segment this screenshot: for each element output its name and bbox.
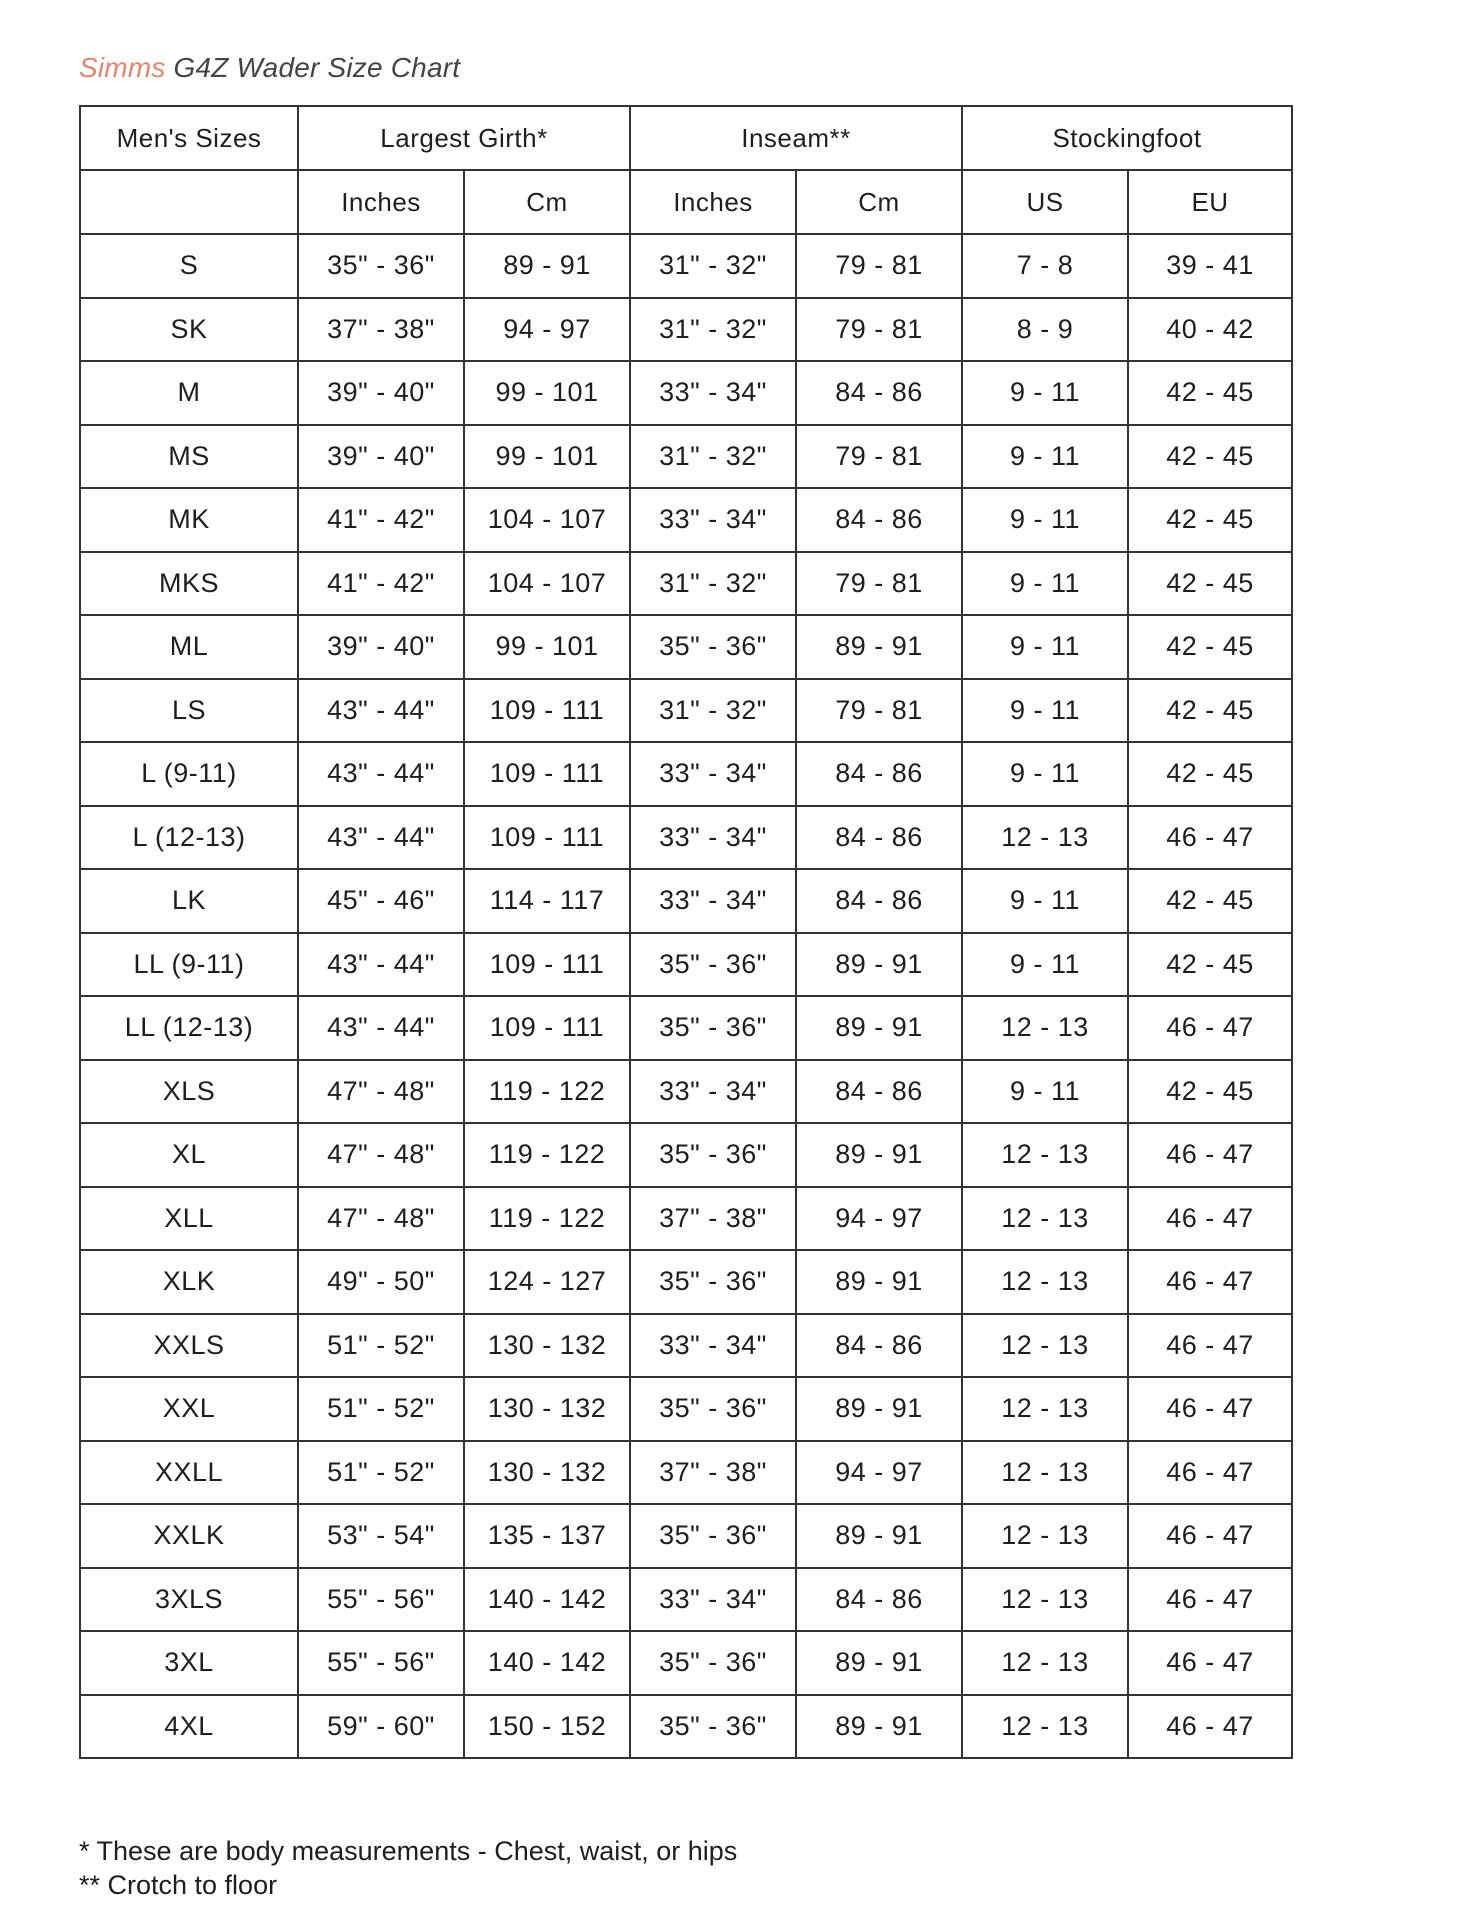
table-row (80, 1250, 1292, 1314)
cell-girth-inches: 37" - 38" (298, 298, 464, 362)
cell-inseam-cm: 89 - 91 (796, 1250, 962, 1314)
page-title (79, 52, 460, 84)
cell-girth-cm: 140 - 142 (464, 1631, 630, 1695)
table-row (80, 1123, 1292, 1187)
cell-stockingfoot-eu: 42 - 45 (1128, 869, 1292, 933)
cell-inseam-inches: 37" - 38" (630, 1187, 796, 1251)
cell-inseam-cm: 79 - 81 (796, 425, 962, 489)
cell-size: SK (80, 298, 298, 362)
cell-stockingfoot-us: 9 - 11 (962, 1060, 1128, 1124)
cell-stockingfoot-us: 12 - 13 (962, 1695, 1128, 1759)
cell-girth-cm: 119 - 122 (464, 1187, 630, 1251)
header-inseam: Inseam** (630, 106, 962, 170)
cell-inseam-inches: 33" - 34" (630, 806, 796, 870)
table-row (80, 1568, 1292, 1632)
cell-stockingfoot-eu: 39 - 41 (1128, 234, 1292, 298)
subheader-girth-inches: Inches (298, 170, 464, 234)
cell-inseam-inches: 31" - 32" (630, 679, 796, 743)
cell-girth-cm: 99 - 101 (464, 361, 630, 425)
cell-size: LL (9-11) (80, 933, 298, 997)
cell-inseam-inches: 35" - 36" (630, 1123, 796, 1187)
cell-inseam-cm: 84 - 86 (796, 1568, 962, 1632)
cell-inseam-cm: 84 - 86 (796, 869, 962, 933)
table-row (80, 552, 1292, 616)
cell-size: MKS (80, 552, 298, 616)
cell-girth-cm: 94 - 97 (464, 298, 630, 362)
cell-girth-inches: 51" - 52" (298, 1377, 464, 1441)
cell-stockingfoot-us: 12 - 13 (962, 996, 1128, 1060)
table-row (80, 425, 1292, 489)
cell-inseam-inches: 33" - 34" (630, 488, 796, 552)
cell-size: L (9-11) (80, 742, 298, 806)
table-body (80, 234, 1292, 1758)
cell-size: 3XL (80, 1631, 298, 1695)
cell-girth-cm: 119 - 122 (464, 1060, 630, 1124)
cell-stockingfoot-us: 9 - 11 (962, 679, 1128, 743)
subheader-inseam-inches: Inches (630, 170, 796, 234)
table-row (80, 1187, 1292, 1251)
subheader-stockingfoot-us: US (962, 170, 1128, 234)
cell-stockingfoot-us: 9 - 11 (962, 742, 1128, 806)
cell-girth-inches: 35" - 36" (298, 234, 464, 298)
size-chart-table (79, 105, 1293, 1759)
cell-size: XXL (80, 1377, 298, 1441)
cell-girth-cm: 99 - 101 (464, 425, 630, 489)
cell-inseam-inches: 35" - 36" (630, 1504, 796, 1568)
cell-inseam-inches: 35" - 36" (630, 1377, 796, 1441)
cell-inseam-inches: 35" - 36" (630, 933, 796, 997)
table-row (80, 1377, 1292, 1441)
cell-stockingfoot-eu: 46 - 47 (1128, 1377, 1292, 1441)
footnote-inseam: ** Crotch to floor (79, 1870, 278, 1900)
cell-girth-cm: 130 - 132 (464, 1314, 630, 1378)
header-largest-girth: Largest Girth* (298, 106, 630, 170)
cell-size: MK (80, 488, 298, 552)
cell-girth-inches: 43" - 44" (298, 996, 464, 1060)
cell-size: XL (80, 1123, 298, 1187)
subheader-blank (80, 170, 298, 234)
cell-inseam-inches: 33" - 34" (630, 742, 796, 806)
cell-girth-cm: 130 - 132 (464, 1377, 630, 1441)
cell-inseam-inches: 37" - 38" (630, 1441, 796, 1505)
cell-size: ML (80, 615, 298, 679)
header-stockingfoot: Stockingfoot (962, 106, 1292, 170)
table-row (80, 1695, 1292, 1759)
cell-inseam-inches: 31" - 32" (630, 298, 796, 362)
cell-inseam-inches: 31" - 32" (630, 552, 796, 616)
cell-girth-cm: 89 - 91 (464, 234, 630, 298)
cell-girth-inches: 51" - 52" (298, 1314, 464, 1378)
cell-stockingfoot-eu: 42 - 45 (1128, 679, 1292, 743)
cell-inseam-cm: 79 - 81 (796, 679, 962, 743)
cell-stockingfoot-us: 12 - 13 (962, 1631, 1128, 1695)
cell-stockingfoot-us: 9 - 11 (962, 361, 1128, 425)
cell-girth-cm: 109 - 111 (464, 996, 630, 1060)
cell-stockingfoot-eu: 46 - 47 (1128, 1631, 1292, 1695)
cell-size: XLS (80, 1060, 298, 1124)
cell-size: LS (80, 679, 298, 743)
cell-girth-cm: 150 - 152 (464, 1695, 630, 1759)
cell-size: XLK (80, 1250, 298, 1314)
cell-size: XLL (80, 1187, 298, 1251)
cell-stockingfoot-eu: 46 - 47 (1128, 806, 1292, 870)
table-row (80, 1631, 1292, 1695)
cell-girth-inches: 41" - 42" (298, 552, 464, 616)
cell-stockingfoot-us: 9 - 11 (962, 615, 1128, 679)
cell-stockingfoot-us: 9 - 11 (962, 488, 1128, 552)
cell-girth-cm: 109 - 111 (464, 806, 630, 870)
cell-inseam-cm: 84 - 86 (796, 361, 962, 425)
cell-inseam-inches: 35" - 36" (630, 1631, 796, 1695)
cell-inseam-inches: 35" - 36" (630, 615, 796, 679)
cell-girth-cm: 104 - 107 (464, 488, 630, 552)
cell-inseam-inches: 35" - 36" (630, 996, 796, 1060)
footnotes (79, 1834, 737, 1902)
cell-stockingfoot-eu: 42 - 45 (1128, 425, 1292, 489)
cell-inseam-inches: 33" - 34" (630, 869, 796, 933)
table-row (80, 679, 1292, 743)
cell-stockingfoot-eu: 42 - 45 (1128, 1060, 1292, 1124)
cell-stockingfoot-us: 7 - 8 (962, 234, 1128, 298)
table-row (80, 234, 1292, 298)
cell-stockingfoot-us: 12 - 13 (962, 1504, 1128, 1568)
cell-inseam-cm: 84 - 86 (796, 1314, 962, 1378)
cell-inseam-cm: 89 - 91 (796, 1123, 962, 1187)
cell-stockingfoot-us: 12 - 13 (962, 1123, 1128, 1187)
cell-stockingfoot-us: 12 - 13 (962, 1568, 1128, 1632)
cell-girth-inches: 39" - 40" (298, 615, 464, 679)
cell-size: S (80, 234, 298, 298)
title-text: G4Z Wader Size Chart (165, 52, 461, 83)
cell-girth-inches: 45" - 46" (298, 869, 464, 933)
cell-inseam-cm: 84 - 86 (796, 488, 962, 552)
cell-stockingfoot-eu: 42 - 45 (1128, 742, 1292, 806)
cell-inseam-cm: 89 - 91 (796, 933, 962, 997)
cell-stockingfoot-eu: 42 - 45 (1128, 615, 1292, 679)
cell-size: 3XLS (80, 1568, 298, 1632)
cell-size: MS (80, 425, 298, 489)
cell-inseam-cm: 89 - 91 (796, 1631, 962, 1695)
cell-size: L (12-13) (80, 806, 298, 870)
cell-girth-cm: 124 - 127 (464, 1250, 630, 1314)
cell-size: 4XL (80, 1695, 298, 1759)
table-row (80, 361, 1292, 425)
cell-size: LL (12-13) (80, 996, 298, 1060)
cell-girth-cm: 135 - 137 (464, 1504, 630, 1568)
cell-inseam-cm: 79 - 81 (796, 234, 962, 298)
cell-stockingfoot-eu: 46 - 47 (1128, 996, 1292, 1060)
cell-stockingfoot-eu: 40 - 42 (1128, 298, 1292, 362)
cell-girth-cm: 130 - 132 (464, 1441, 630, 1505)
cell-stockingfoot-eu: 46 - 47 (1128, 1123, 1292, 1187)
cell-stockingfoot-us: 12 - 13 (962, 1441, 1128, 1505)
cell-stockingfoot-us: 9 - 11 (962, 425, 1128, 489)
cell-stockingfoot-us: 8 - 9 (962, 298, 1128, 362)
cell-inseam-cm: 89 - 91 (796, 1695, 962, 1759)
subheader-stockingfoot-eu: EU (1128, 170, 1292, 234)
cell-inseam-inches: 33" - 34" (630, 1568, 796, 1632)
cell-size: LK (80, 869, 298, 933)
cell-stockingfoot-us: 12 - 13 (962, 1187, 1128, 1251)
header-mens-sizes: Men's Sizes (80, 106, 298, 170)
cell-inseam-cm: 89 - 91 (796, 1377, 962, 1441)
table-row (80, 742, 1292, 806)
cell-girth-inches: 43" - 44" (298, 679, 464, 743)
cell-inseam-cm: 79 - 81 (796, 298, 962, 362)
cell-stockingfoot-us: 12 - 13 (962, 806, 1128, 870)
table-row (80, 488, 1292, 552)
cell-girth-inches: 47" - 48" (298, 1060, 464, 1124)
subheader-girth-cm: Cm (464, 170, 630, 234)
cell-stockingfoot-eu: 42 - 45 (1128, 361, 1292, 425)
cell-size: XXLL (80, 1441, 298, 1505)
cell-girth-cm: 109 - 111 (464, 933, 630, 997)
cell-inseam-inches: 31" - 32" (630, 234, 796, 298)
brand-name: Simms (79, 52, 166, 83)
cell-girth-inches: 49" - 50" (298, 1250, 464, 1314)
cell-girth-inches: 39" - 40" (298, 361, 464, 425)
cell-girth-cm: 109 - 111 (464, 679, 630, 743)
table-row (80, 1060, 1292, 1124)
cell-inseam-inches: 31" - 32" (630, 425, 796, 489)
group-header-row (80, 106, 1292, 170)
cell-girth-inches: 47" - 48" (298, 1187, 464, 1251)
cell-girth-inches: 53" - 54" (298, 1504, 464, 1568)
cell-inseam-cm: 84 - 86 (796, 1060, 962, 1124)
cell-inseam-inches: 33" - 34" (630, 361, 796, 425)
table-row (80, 615, 1292, 679)
cell-girth-inches: 55" - 56" (298, 1631, 464, 1695)
cell-girth-inches: 43" - 44" (298, 933, 464, 997)
cell-girth-inches: 39" - 40" (298, 425, 464, 489)
cell-inseam-inches: 35" - 36" (630, 1695, 796, 1759)
table-row (80, 1441, 1292, 1505)
cell-stockingfoot-eu: 46 - 47 (1128, 1695, 1292, 1759)
cell-inseam-cm: 89 - 91 (796, 1504, 962, 1568)
cell-girth-cm: 104 - 107 (464, 552, 630, 616)
cell-inseam-inches: 33" - 34" (630, 1060, 796, 1124)
cell-girth-cm: 140 - 142 (464, 1568, 630, 1632)
cell-stockingfoot-us: 12 - 13 (962, 1250, 1128, 1314)
cell-inseam-cm: 89 - 91 (796, 615, 962, 679)
table-row (80, 1314, 1292, 1378)
footnote-girth: * These are body measurements - Chest, waist, or hips (79, 1836, 738, 1866)
table-row (80, 869, 1292, 933)
subheader-inseam-cm: Cm (796, 170, 962, 234)
cell-girth-cm: 99 - 101 (464, 615, 630, 679)
cell-girth-inches: 59" - 60" (298, 1695, 464, 1759)
cell-girth-cm: 119 - 122 (464, 1123, 630, 1187)
cell-girth-inches: 43" - 44" (298, 742, 464, 806)
cell-inseam-cm: 94 - 97 (796, 1441, 962, 1505)
cell-stockingfoot-eu: 42 - 45 (1128, 552, 1292, 616)
cell-stockingfoot-eu: 46 - 47 (1128, 1504, 1292, 1568)
cell-size: M (80, 361, 298, 425)
cell-girth-inches: 55" - 56" (298, 1568, 464, 1632)
cell-stockingfoot-eu: 46 - 47 (1128, 1314, 1292, 1378)
cell-inseam-cm: 84 - 86 (796, 742, 962, 806)
cell-stockingfoot-us: 9 - 11 (962, 933, 1128, 997)
cell-inseam-inches: 33" - 34" (630, 1314, 796, 1378)
table-row (80, 996, 1292, 1060)
cell-stockingfoot-eu: 46 - 47 (1128, 1568, 1292, 1632)
cell-inseam-cm: 79 - 81 (796, 552, 962, 616)
cell-stockingfoot-eu: 46 - 47 (1128, 1441, 1292, 1505)
cell-stockingfoot-eu: 46 - 47 (1128, 1250, 1292, 1314)
cell-stockingfoot-us: 9 - 11 (962, 552, 1128, 616)
cell-inseam-cm: 89 - 91 (796, 996, 962, 1060)
cell-stockingfoot-us: 9 - 11 (962, 869, 1128, 933)
cell-stockingfoot-eu: 42 - 45 (1128, 488, 1292, 552)
cell-girth-inches: 43" - 44" (298, 806, 464, 870)
cell-inseam-cm: 84 - 86 (796, 806, 962, 870)
cell-stockingfoot-eu: 42 - 45 (1128, 933, 1292, 997)
cell-size: XXLK (80, 1504, 298, 1568)
cell-girth-inches: 51" - 52" (298, 1441, 464, 1505)
cell-stockingfoot-us: 12 - 13 (962, 1377, 1128, 1441)
cell-stockingfoot-eu: 46 - 47 (1128, 1187, 1292, 1251)
table-row (80, 298, 1292, 362)
table-row (80, 1504, 1292, 1568)
cell-girth-cm: 114 - 117 (464, 869, 630, 933)
table-row (80, 806, 1292, 870)
cell-girth-inches: 41" - 42" (298, 488, 464, 552)
cell-inseam-inches: 35" - 36" (630, 1250, 796, 1314)
cell-inseam-cm: 94 - 97 (796, 1187, 962, 1251)
sub-header-row (80, 170, 1292, 234)
table-row (80, 933, 1292, 997)
cell-size: XXLS (80, 1314, 298, 1378)
cell-girth-cm: 109 - 111 (464, 742, 630, 806)
cell-stockingfoot-us: 12 - 13 (962, 1314, 1128, 1378)
cell-girth-inches: 47" - 48" (298, 1123, 464, 1187)
